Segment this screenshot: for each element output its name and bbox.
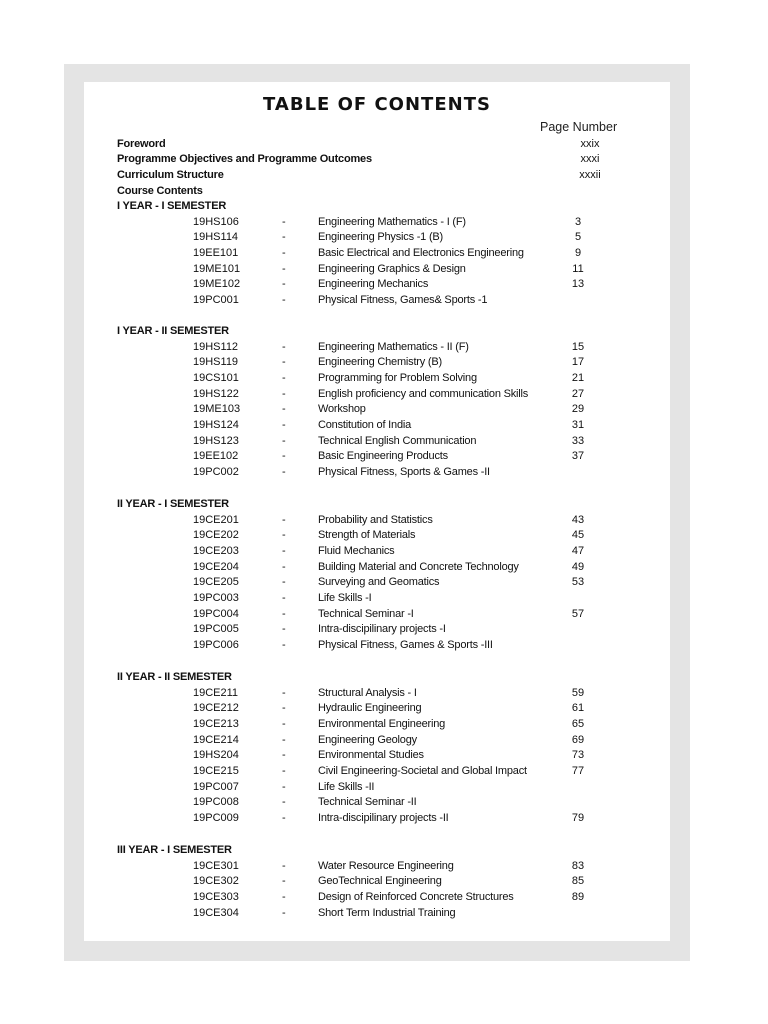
course-row: [0, 623, 768, 639]
separator-dash: -: [282, 450, 286, 463]
semester-heading: [0, 498, 768, 514]
course-page-number: 83: [571, 859, 585, 872]
course-name: GeoTechnical Engineering: [318, 875, 442, 888]
course-code: 19HS123: [193, 434, 239, 447]
separator-dash: -: [282, 607, 286, 620]
course-name: Life Skills -I: [318, 592, 372, 605]
semester-heading-text: II YEAR - II SEMESTER: [117, 671, 232, 683]
course-code: 19CE201: [193, 513, 239, 526]
course-row: [0, 718, 768, 734]
course-page-number: 13: [571, 278, 585, 291]
separator-dash: -: [282, 702, 286, 715]
separator-dash: -: [282, 796, 286, 809]
course-name: Water Resource Engineering: [318, 859, 454, 872]
course-row: [0, 639, 768, 655]
course-code: 19CS101: [193, 372, 239, 385]
course-name: Technical English Communication: [318, 434, 477, 447]
separator-dash: -: [282, 560, 286, 573]
course-code: 19CE205: [193, 576, 239, 589]
separator-dash: -: [282, 231, 286, 244]
course-code: 19EE102: [193, 450, 239, 463]
course-row: [0, 781, 768, 797]
course-code: 19HS204: [193, 749, 239, 762]
course-row: [0, 734, 768, 750]
course-code: 19HS112: [193, 340, 239, 353]
course-page-number: 79: [571, 812, 585, 824]
course-code: 19HS119: [193, 356, 239, 369]
course-code: 19CE211: [193, 686, 239, 699]
course-page-number: 85: [571, 875, 585, 888]
course-code: 19PC005: [193, 623, 239, 636]
separator-dash: -: [282, 765, 286, 778]
course-page-number: 27: [571, 387, 585, 400]
course-row: [0, 216, 768, 232]
course-row: [0, 466, 768, 482]
course-row: [0, 875, 768, 891]
front-matter-label: Foreword: [117, 138, 166, 150]
course-name: Short Term Industrial Training: [318, 906, 456, 919]
course-page-number: 33: [571, 434, 585, 447]
separator-dash: -: [282, 356, 286, 369]
separator-dash: -: [282, 623, 286, 636]
course-row: [0, 231, 768, 247]
course-name: Physical Fitness, Games& Sports -1: [318, 294, 488, 307]
separator-dash: -: [282, 340, 286, 353]
course-row: [0, 419, 768, 435]
course-page-number: 53: [571, 576, 585, 589]
separator-dash: -: [282, 387, 286, 400]
course-row: [0, 294, 768, 310]
course-page-number: 37: [571, 450, 585, 463]
course-page-number: 61: [571, 702, 585, 715]
course-name: Structural Analysis - I: [318, 686, 417, 699]
course-page-number: 31: [571, 419, 585, 432]
separator-dash: -: [282, 859, 286, 872]
separator-dash: -: [282, 749, 286, 762]
course-page-number: 5: [574, 231, 582, 244]
course-name: Basic Electrical and Electronics Engineering: [318, 247, 524, 260]
course-code: 19PC008: [193, 796, 239, 809]
course-row: [0, 356, 768, 372]
course-code: 19CE301: [193, 859, 239, 872]
course-name: Programming for Problem Solving: [318, 372, 477, 385]
separator-dash: -: [282, 466, 286, 478]
course-name: Environmental Engineering: [318, 718, 446, 731]
course-name: Physical Fitness, Games & Sports -III: [318, 639, 493, 651]
semester-heading: [0, 844, 768, 860]
course-row: [0, 576, 768, 592]
front-matter-page: xxxii: [579, 169, 601, 181]
course-name: Physical Fitness, Sports & Games -II: [318, 466, 490, 478]
semester-heading-text: I YEAR - I SEMESTER: [117, 200, 227, 212]
course-name: Intra-discipilinary projects -II: [318, 812, 449, 824]
course-code: 19HS122: [193, 387, 239, 400]
separator-dash: -: [282, 419, 286, 432]
course-name: English proficiency and communication Skills: [318, 387, 529, 400]
course-name: Probability and Statistics: [318, 513, 433, 526]
course-code: 19HS114: [193, 231, 239, 244]
course-code: 19PC006: [193, 639, 239, 651]
course-row: [0, 372, 768, 388]
course-name: Environmental Studies: [318, 749, 424, 762]
separator-dash: -: [282, 215, 286, 228]
course-name: Technical Seminar -II: [318, 796, 417, 809]
separator-dash: -: [282, 247, 286, 260]
course-page-number: 49: [571, 560, 585, 573]
course-code: 19PC009: [193, 812, 239, 824]
course-name: Surveying and Geomatics: [318, 576, 440, 589]
course-name: Engineering Mechanics: [318, 278, 429, 291]
course-page-number: 3: [574, 215, 582, 228]
course-row: [0, 529, 768, 545]
separator-dash: -: [282, 576, 286, 589]
semester-heading-text: I YEAR - II SEMESTER: [117, 325, 229, 337]
course-page-number: 65: [571, 718, 585, 731]
course-code: 19HS106: [193, 215, 239, 228]
course-row: [0, 435, 768, 451]
course-name: Engineering Physics -1 (B): [318, 231, 444, 244]
course-code: 19ME102: [193, 278, 241, 291]
separator-dash: -: [282, 780, 286, 793]
course-name: Technical Seminar -I: [318, 607, 414, 620]
separator-dash: -: [282, 403, 286, 416]
course-row: [0, 514, 768, 530]
course-row: [0, 812, 768, 828]
course-page-number: 45: [571, 529, 585, 542]
course-name: Fluid Mechanics: [318, 545, 395, 558]
course-page-number: 29: [571, 403, 585, 416]
course-row: [0, 796, 768, 812]
course-code: 19CE214: [193, 733, 239, 746]
separator-dash: -: [282, 372, 286, 385]
course-page-number: 43: [571, 513, 585, 526]
course-row: [0, 278, 768, 294]
course-name: Design of Reinforced Concrete Structures: [318, 891, 514, 904]
front-matter-page: xxxi: [580, 153, 600, 165]
course-name: Engineering Mathematics - II (F): [318, 340, 469, 353]
course-page-number: 47: [571, 545, 585, 558]
course-row: [0, 891, 768, 907]
separator-dash: -: [282, 875, 286, 888]
semester-heading: [0, 200, 768, 216]
course-row: [0, 450, 768, 466]
course-row: [0, 545, 768, 561]
separator-dash: -: [282, 278, 286, 291]
course-row: [0, 263, 768, 279]
course-page-number: 89: [571, 891, 585, 904]
course-row: [0, 608, 768, 624]
course-name: Constitution of India: [318, 419, 412, 432]
separator-dash: -: [282, 545, 286, 558]
course-code: 19PC004: [193, 607, 239, 620]
course-row: [0, 702, 768, 718]
course-name: Basic Engineering Products: [318, 450, 448, 463]
front-matter-row: [0, 138, 768, 154]
course-code: 19CE302: [193, 875, 239, 888]
course-row: [0, 860, 768, 876]
front-matter-label: Programme Objectives and Programme Outcomes: [117, 153, 372, 165]
course-code: 19ME101: [193, 262, 241, 275]
course-name: Strength of Materials: [318, 529, 416, 542]
course-row: [0, 907, 768, 923]
course-code: 19ME103: [193, 403, 241, 416]
separator-dash: -: [282, 639, 286, 651]
course-code: 19PC002: [193, 466, 239, 478]
separator-dash: -: [282, 262, 286, 275]
course-row: [0, 247, 768, 263]
course-page-number: 9: [574, 247, 582, 260]
course-page-number: 15: [571, 340, 585, 353]
course-code: 19PC003: [193, 592, 239, 605]
course-name: Intra-discipilinary projects -I: [318, 623, 446, 636]
course-name: Engineering Geology: [318, 733, 417, 746]
separator-dash: -: [282, 812, 286, 824]
front-matter-label: Course Contents: [117, 185, 203, 197]
course-page-number: 77: [571, 765, 585, 778]
front-matter-page: xxix: [580, 138, 600, 150]
front-matter-row: [0, 169, 768, 185]
course-code: 19CE202: [193, 529, 239, 542]
front-matter-label: Curriculum Structure: [117, 169, 224, 181]
course-row: [0, 765, 768, 781]
front-matter-row: [0, 185, 768, 201]
course-row: [0, 388, 768, 404]
semester-heading: [0, 671, 768, 687]
course-code: 19HS124: [193, 419, 239, 432]
course-row: [0, 749, 768, 765]
course-code: 19CE215: [193, 765, 239, 778]
separator-dash: -: [282, 513, 286, 526]
course-name: Engineering Graphics & Design: [318, 262, 466, 275]
course-code: 19CE304: [193, 906, 239, 919]
separator-dash: -: [282, 592, 286, 605]
course-page-number: 59: [571, 686, 585, 699]
separator-dash: -: [282, 434, 286, 447]
course-name: Engineering Mathematics - I (F): [318, 215, 466, 228]
course-row: [0, 592, 768, 608]
separator-dash: -: [282, 529, 286, 542]
separator-dash: -: [282, 733, 286, 746]
separator-dash: -: [282, 718, 286, 731]
course-row: [0, 403, 768, 419]
course-row: [0, 561, 768, 577]
course-code: 19PC007: [193, 780, 239, 793]
course-name: Building Material and Concrete Technology: [318, 560, 519, 573]
course-code: 19EE101: [193, 247, 239, 260]
page-number-column-label: Page Number: [540, 120, 618, 134]
course-page-number: 11: [572, 262, 584, 275]
separator-dash: -: [282, 891, 286, 904]
semester-heading-text: II YEAR - I SEMESTER: [117, 498, 229, 510]
course-name: Workshop: [318, 403, 366, 416]
semester-heading: [0, 325, 768, 341]
course-row: [0, 341, 768, 357]
course-code: 19PC001: [193, 294, 239, 307]
course-code: 19CE212: [193, 702, 239, 715]
course-name: Engineering Chemistry (B): [318, 356, 442, 369]
course-name: Hydraulic Engineering: [318, 702, 422, 715]
course-page-number: 21: [571, 372, 585, 385]
course-code: 19CE213: [193, 718, 239, 731]
course-code: 19CE303: [193, 891, 239, 904]
course-code: 19CE203: [193, 545, 239, 558]
separator-dash: -: [282, 686, 286, 699]
course-page-number: 17: [571, 356, 585, 369]
front-matter-row: [0, 153, 768, 169]
course-row: [0, 687, 768, 703]
separator-dash: -: [282, 906, 286, 919]
separator-dash: -: [282, 294, 286, 307]
course-page-number: 73: [571, 749, 585, 762]
course-page-number: 57: [571, 607, 585, 620]
page-title: TABLE OF CONTENTS: [263, 94, 491, 115]
course-name: Life Skills -II: [318, 780, 375, 793]
semester-heading-text: III YEAR - I SEMESTER: [117, 844, 232, 856]
course-name: Civil Engineering-Societal and Global Impact: [318, 765, 527, 778]
course-code: 19CE204: [193, 560, 239, 573]
course-page-number: 69: [571, 733, 585, 746]
